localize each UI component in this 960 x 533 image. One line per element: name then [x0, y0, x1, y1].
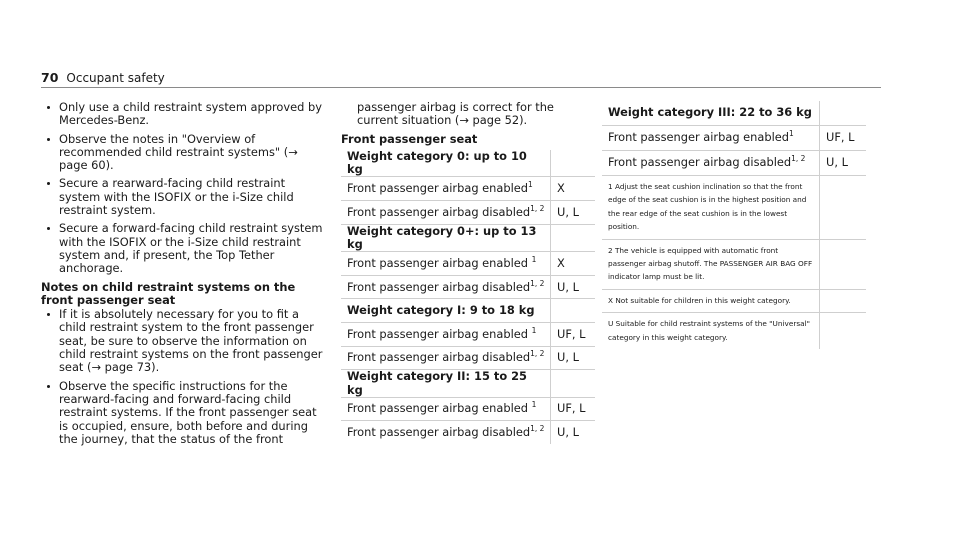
row-label-text: Front passenger airbag enabled [347, 401, 532, 416]
row-label-text: Front passenger airbag enabled [347, 255, 532, 270]
footnote-empty-cell [820, 176, 867, 240]
row-label [341, 224, 551, 252]
footnote-ref: 1, 2 [530, 349, 545, 359]
row-value [551, 224, 596, 252]
row-value [820, 101, 867, 126]
row-value [551, 150, 596, 177]
table-row [341, 421, 595, 444]
row-value: U, L [551, 421, 596, 444]
row-label-text: Weight category III: 22 to 36 kg [608, 105, 812, 120]
column-right [602, 101, 866, 349]
row-label [602, 126, 820, 151]
footnote-empty-cell [820, 239, 867, 289]
bullet-list-general [41, 101, 323, 276]
row-label [341, 150, 551, 177]
row-label-text: Front passenger airbag disabled [347, 279, 531, 294]
row-value: UF, L [820, 126, 867, 151]
row-value: U, L [820, 151, 867, 176]
footnote-row [602, 239, 866, 289]
row-label-text: Front passenger airbag disabled [347, 425, 531, 440]
bullet-item: Only use a child restraint system approved by Mercedes-Benz. [41, 101, 323, 128]
bullet-item: Secure a forward-facing child restraint system with the ISOFIX or the i-Size child restraint system and, if present, the Top Tether anchorage. [41, 222, 323, 275]
bullet-item: Observe the notes in "Overview of recommended child restraint systems" (→ page 60). [41, 133, 323, 173]
weight-category-table-continued [602, 101, 866, 349]
footnote-empty-cell [820, 289, 867, 312]
footnote-text: 1 Adjust the seat cushion inclination so that the front edge of the seat cushion is in the highest position and the rear edge of the seat cushion is in the lowest position. [602, 176, 820, 240]
row-label [341, 421, 551, 444]
bullet-list-front-seat [41, 308, 323, 446]
column-left [41, 101, 323, 451]
header-rule [41, 87, 881, 88]
footnote-text: X Not suitable for children in this weight category. [602, 289, 820, 312]
table-row [602, 151, 866, 176]
category-header-row [341, 150, 595, 177]
column-middle [341, 101, 595, 444]
footnote-ref: 1, 2 [791, 154, 806, 164]
row-label-text: Weight category II: 15 to 25 kg [347, 369, 527, 397]
row-value: X [551, 252, 596, 276]
footnote-empty-cell [820, 313, 867, 349]
table-row [602, 126, 866, 151]
bullet-item: If it is absolutely necessary for you to fit a child restraint system to the front passenger seat, be sure to observe the information on child restraint systems on the front passenger seat (→ page 73). [41, 308, 323, 374]
footnote-row [602, 176, 866, 240]
row-value: U, L [551, 275, 596, 299]
row-label-text: Front passenger airbag enabled [347, 326, 532, 341]
category-header-row [602, 101, 866, 126]
footnote-text: 2 The vehicle is equipped with automatic front passenger airbag shutoff. The PASSENGER AIR BAG OFF indicator lamp must be lit. [602, 239, 820, 289]
row-label-text: Front passenger airbag disabled [347, 204, 531, 219]
row-label-text: Front passenger airbag disabled [347, 350, 531, 365]
footnote-ref: 1 [528, 180, 533, 190]
footnote-ref: 1, 2 [530, 203, 545, 213]
table-row [341, 346, 595, 370]
section-subheading: Notes on child restraint systems on the front passenger seat [41, 279, 296, 307]
row-label [602, 151, 820, 176]
footnote-ref: 1, 2 [530, 278, 545, 288]
footnote-row [602, 313, 866, 349]
row-label [341, 397, 551, 421]
table-row [341, 397, 595, 421]
footnote-ref: 1 [789, 129, 794, 139]
table-row [341, 177, 595, 201]
page-number: 70 [41, 70, 59, 85]
category-header-row [341, 370, 595, 398]
row-value: UF, L [551, 323, 596, 347]
weight-category-table [341, 150, 595, 444]
row-label-text: Front passenger airbag enabled [608, 130, 790, 145]
footnote-ref: 1 [531, 325, 537, 335]
row-value [551, 299, 596, 323]
row-label-text: Front passenger airbag disabled [608, 155, 792, 170]
page-header [41, 70, 165, 85]
bullet-item: Observe the specific instructions for the rearward-facing and forward-facing child restraint systems. If the front passenger seat is occupied, ensure, both before and during the journey, that the status of the front [41, 380, 323, 446]
row-value [551, 370, 596, 398]
section-title: Occupant safety [66, 71, 165, 85]
row-label-text: Weight category 0: up to 10 kg [347, 148, 527, 177]
row-label [341, 346, 551, 370]
row-label-text: Weight category I: 9 to 18 kg [347, 303, 535, 318]
row-label [341, 177, 551, 201]
row-value: X [551, 177, 596, 201]
table-title: Front passenger seat [341, 131, 478, 146]
table-row [341, 201, 595, 225]
table-row [341, 323, 595, 347]
row-label [341, 323, 551, 347]
row-label [341, 299, 551, 323]
footnote-row [602, 289, 866, 312]
row-label [341, 275, 551, 299]
continued-text: passenger airbag is correct for the current situation (→ page 52). [357, 100, 554, 128]
footnote-ref: 1 [531, 400, 537, 410]
row-label-text: Weight category 0+: up to 13 kg [347, 223, 537, 251]
row-label [341, 201, 551, 225]
footnote-ref: 1, 2 [530, 424, 545, 434]
row-value: U, L [551, 346, 596, 370]
bullet-item: Secure a rearward-facing child restraint system with the ISOFIX or the i-Size child restraint system. [41, 177, 323, 217]
footnote-ref: 1 [531, 255, 537, 265]
row-value: U, L [551, 201, 596, 225]
category-header-row [341, 224, 595, 252]
table-row [341, 252, 595, 276]
row-label-text: Front passenger airbag enabled [347, 181, 529, 196]
table-row [341, 275, 595, 299]
category-header-row [341, 299, 595, 323]
footnote-text: U Suitable for child restraint systems of the "Universal" category in this weight category. [608, 319, 810, 342]
row-label [341, 370, 551, 398]
row-label [602, 101, 820, 126]
row-label [341, 252, 551, 276]
row-value: UF, L [551, 397, 596, 421]
